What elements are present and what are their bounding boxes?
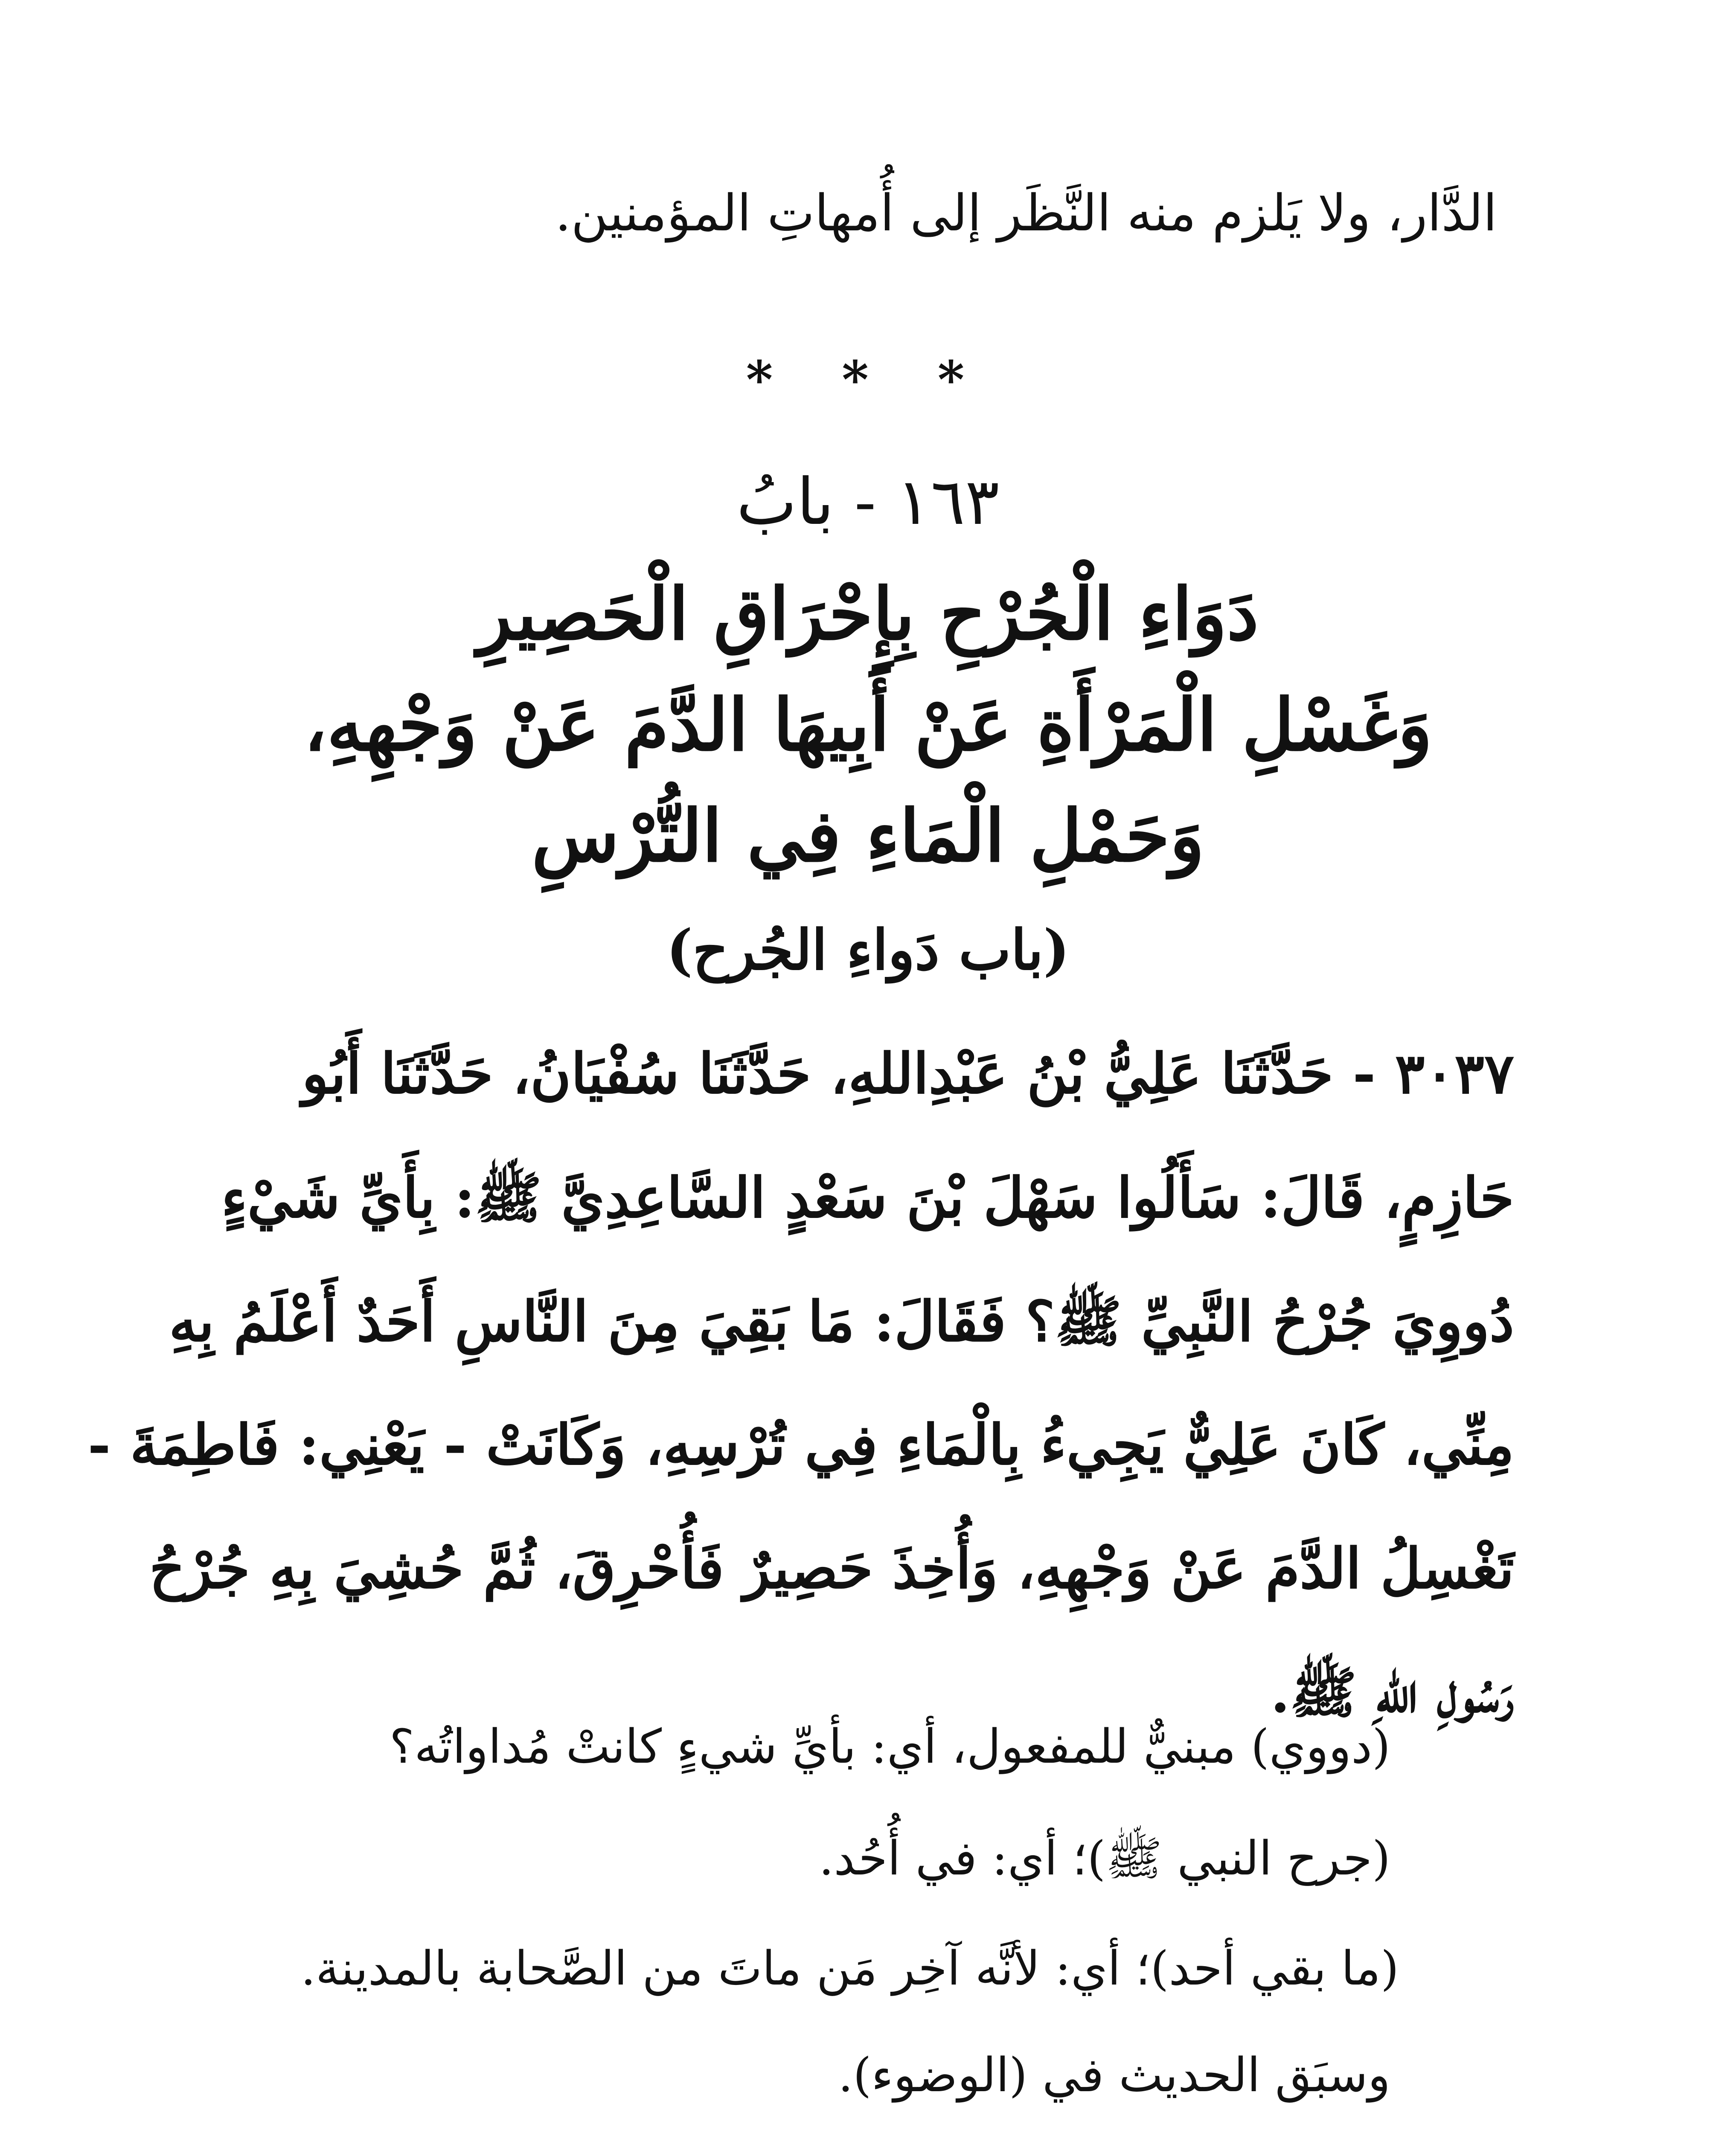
intro-line: الدَّار، ولا يَلزم منه النَّظَر إلى أُمهاتِ المؤمنين. bbox=[555, 183, 1497, 242]
hadith-line-4: مِنِّي، كَانَ عَلِيٌّ يَجِيءُ بِالْمَاءِ فِي تُرْسِهِ، وَكَانَتْ - يَعْنِي: فَاطِمَةَ - bbox=[87, 1412, 1514, 1477]
hadith-line-5: تَغْسِلُ الدَّمَ عَنْ وَجْهِهِ، وَأُخِذَ حَصِيرٌ فَأُحْرِقَ، ثُمَّ حُشِيَ بِهِ جُرْحُ bbox=[149, 1536, 1514, 1601]
note-line-2: (جرح النبي ﷺ)؛ أي: في أُحُد. bbox=[819, 1831, 1390, 1886]
title-line-3: وَحَمْلِ الْمَاءِ فِي التُّرْسِ bbox=[532, 793, 1204, 878]
title-line-2: وَغَسْلِ الْمَرْأَةِ عَنْ أَبِيهَا الدَّمَ عَنْ وَجْهِهِ، bbox=[303, 683, 1433, 767]
note-line-4: وسبَق الحديث في (الوضوء). bbox=[838, 2048, 1390, 2102]
note-line-1: (دووي) مبنيٌّ للمفعول، أي: بأيِّ شيءٍ كانتْ مُداواتُه؟ bbox=[389, 1719, 1390, 1774]
hadith-line-1: ٣٠٣٧ - حَدَّثَنَا عَلِيُّ بْنُ عَبْدِاللهِ، حَدَّثَنَا سُفْيَانُ، حَدَّثَنَا أَبُو bbox=[302, 1041, 1514, 1106]
note-line-3: (ما بقي أحد)؛ أي: لأنَّه آخِر مَن ماتَ من الصَّحابة بالمدينة. bbox=[300, 1941, 1399, 1996]
hadith-line-3: دُووِيَ جُرْحُ النَّبِيِّ ﷺ؟ فَقَالَ: مَا بَقِيَ مِنَ النَّاسِ أَحَدٌ أَعْلَمُ بِهِ bbox=[169, 1289, 1514, 1354]
subheading: (باب دَواءِ الجُرح) bbox=[666, 917, 1070, 982]
title-line-1: دَوَاءِ الْجُرْحِ بِإِحْرَاقِ الْحَصِيرِ bbox=[477, 572, 1259, 656]
chapter-heading: ١٦٣ - بابُ bbox=[736, 465, 1000, 539]
hadith-line-6: رَسُولِ اللهِ ﷺ. bbox=[1271, 1660, 1514, 1725]
separator-top: * * * bbox=[746, 350, 990, 410]
hadith-line-2: حَازِمٍ، قَالَ: سَأَلُوا سَهْلَ بْنَ سَعْدٍ السَّاعِدِيَّ ﷺ: بِأَيِّ شَيْءٍ bbox=[221, 1165, 1514, 1230]
